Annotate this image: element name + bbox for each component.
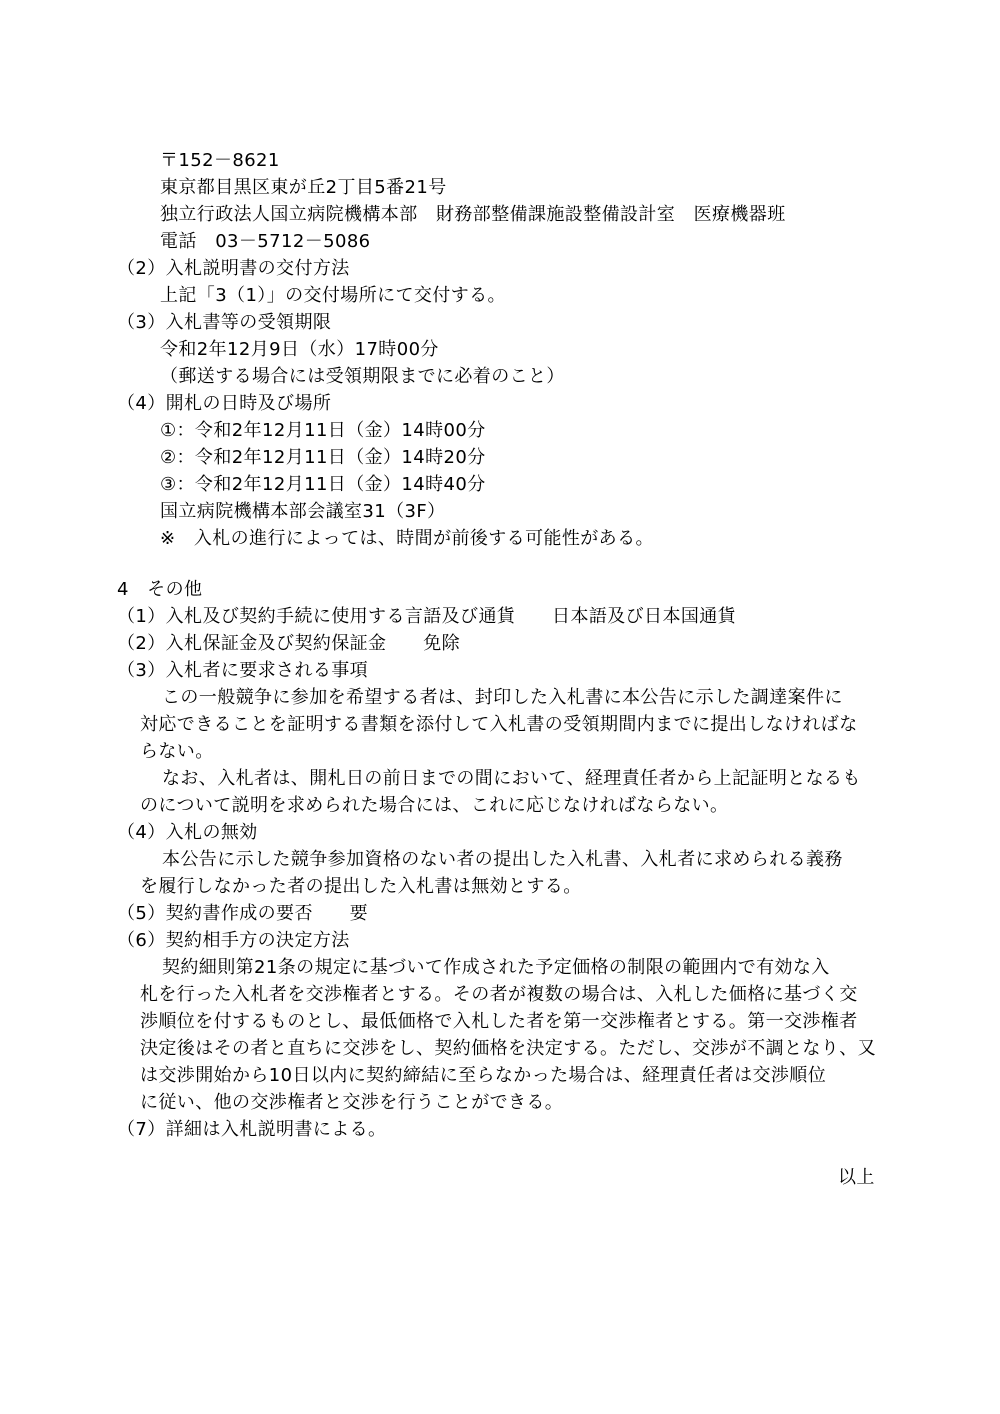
paragraph-line: は交渉開始から10日以内に契約締結に至らなかった場合は、経理責任者は交渉順位 — [140, 1065, 827, 1086]
paragraph-line: 札を行った入札者を交渉権者とする。その者が複数の場合は、入札した価格に基づく交 — [140, 984, 858, 1005]
paragraph-line: を履行しなかった者の提出した入札書は無効とする。 — [140, 876, 582, 897]
opening-time: ③：令和2年12月11日（金）14時40分 — [160, 474, 486, 495]
paragraph-line: 決定後はその者と直ちに交渉をし、契約価格を決定する。ただし、交渉が不調となり、又 — [140, 1038, 876, 1059]
paragraph-line: に従い、他の交渉権者と交渉を行うことができる。 — [140, 1092, 564, 1113]
street-address: 東京都目黒区東が丘2丁目5番21号 — [160, 177, 447, 198]
item-heading: （6）契約相手方の決定方法 — [117, 930, 350, 951]
phone-number: 電話 03－5712－5086 — [160, 231, 371, 252]
item-heading: （3）入札書等の受領期限 — [117, 312, 332, 333]
deadline-note: （郵送する場合には受領期限までに必着のこと） — [160, 366, 565, 387]
paragraph-line: らない。 — [140, 741, 214, 762]
organization-name: 独立行政法人国立病院機構本部 財務部整備課施設整備設計室 医療機器班 — [160, 204, 786, 225]
item-heading: （4）開札の日時及び場所 — [117, 393, 332, 414]
item-heading: （2）入札説明書の交付方法 — [117, 258, 350, 279]
paragraph-line: 対応できることを証明する書類を添付して入札書の受領期間内までに提出しなければな — [140, 714, 858, 735]
closing-mark: 以上 — [838, 1167, 875, 1188]
item-heading: （3）入札者に要求される事項 — [117, 660, 369, 681]
deadline-date: 令和2年12月9日（水）17時00分 — [160, 339, 439, 360]
paragraph-line: 渉順位を付するものとし、最低価格で入札した者を第一交渉権者とする。第一交渉権者 — [140, 1011, 858, 1032]
paragraph-line: 契約細則第21条の規定に基づいて作成された予定価格の制限の範囲内で有効な入 — [162, 957, 830, 978]
paragraph-line: 本公告に示した競争参加資格のない者の提出した入札書、入札者に求められる義務 — [162, 849, 843, 870]
item-text: 上記「3（1）」の交付場所にて交付する。 — [160, 285, 506, 306]
item-heading: （4）入札の無効 — [117, 822, 258, 843]
paragraph-line: のについて説明を求められた場合には、これに応じなければならない。 — [140, 795, 729, 816]
item-text: （2）入札保証金及び契約保証金 免除 — [117, 633, 461, 654]
opening-note: ※ 入札の進行によっては、時間が前後する可能性がある。 — [160, 528, 654, 549]
opening-place: 国立病院機構本部会議室31（3F） — [160, 501, 446, 522]
postal-code: 〒152－8621 — [160, 150, 280, 171]
paragraph-line: この一般競争に参加を希望する者は、封印した入札書に本公告に示した調達案件に — [162, 687, 843, 708]
item-text: （1）入札及び契約手続に使用する言語及び通貨 日本語及び日本国通貨 — [117, 606, 737, 627]
section-heading: 4 その他 — [117, 579, 203, 600]
item-text: （7）詳細は入札説明書による。 — [117, 1119, 387, 1140]
paragraph-line: なお、入札者は、開札日の前日までの間において、経理責任者から上記証明となるも — [162, 768, 861, 789]
opening-time: ②：令和2年12月11日（金）14時20分 — [160, 447, 486, 468]
item-text: （5）契約書作成の要否 要 — [117, 903, 369, 924]
opening-time: ①：令和2年12月11日（金）14時00分 — [160, 420, 486, 441]
